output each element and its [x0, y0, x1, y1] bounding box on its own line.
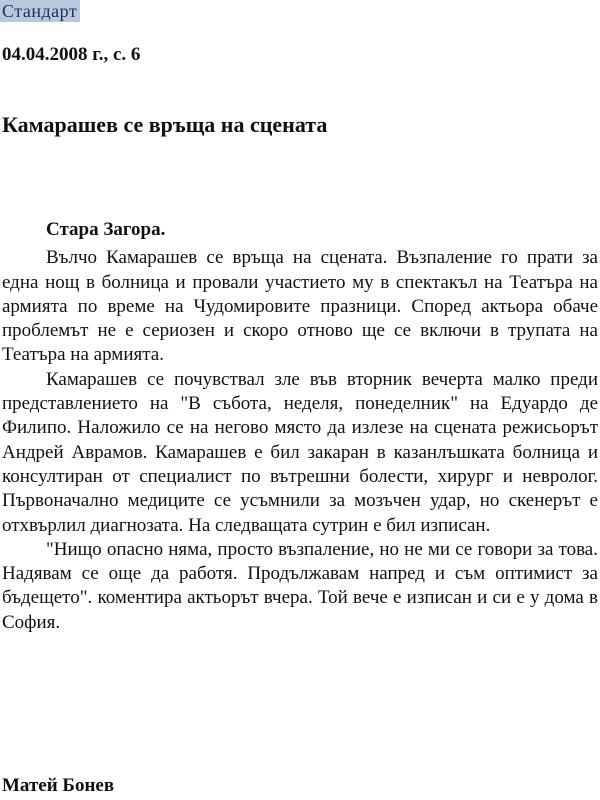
article-place: Стара Загора. [46, 219, 166, 240]
article-byline: Матей Бонев [2, 775, 115, 796]
newspaper-masthead: Стандарт [0, 0, 80, 22]
publication-dateline: 04.04.2008 г., с. 6 [2, 44, 141, 65]
article-paragraph: Камарашев се почувствал зле във вторник вечерта малко преди представлението на "В събота, неделя, понеделник" на Едуардо де Филипо. Наложило се на негово място да излезе на сцената режисьорът Андрей Аврамов. Камарашев е бил закаран в казанлъшката болница и консултиран от специалист по вътрешни болести, хирург и невролог. Първоначално медиците се усъмнили за мозъчен удар, но скенерът е отхвърлил диагнозата. На следващата сутрин е бил изписан. [2, 368, 598, 536]
article-paragraph: "Нищо опасно няма, просто възпаление, но не ми се говори за това. Надявам се още да работя. Продължавам напред и съм оптимист за бъдещето". коментира актьорът вчера. Той вече е изписан и си е у дома в София. [2, 538, 598, 633]
article-headline: Камарашев се връща на сцената [2, 112, 328, 137]
article-paragraph: Вълчо Камарашев се връща на сцената. Възпаление го прати за една нощ в болница и провали участието му в спектакъл на Театъра на армията по време на Чудомировите празници. Според актьора обаче проблемът не е сериозен и скоро отново ще се включи в трупата на Театъра на армията. [2, 247, 598, 366]
article-body [2, 218, 598, 635]
